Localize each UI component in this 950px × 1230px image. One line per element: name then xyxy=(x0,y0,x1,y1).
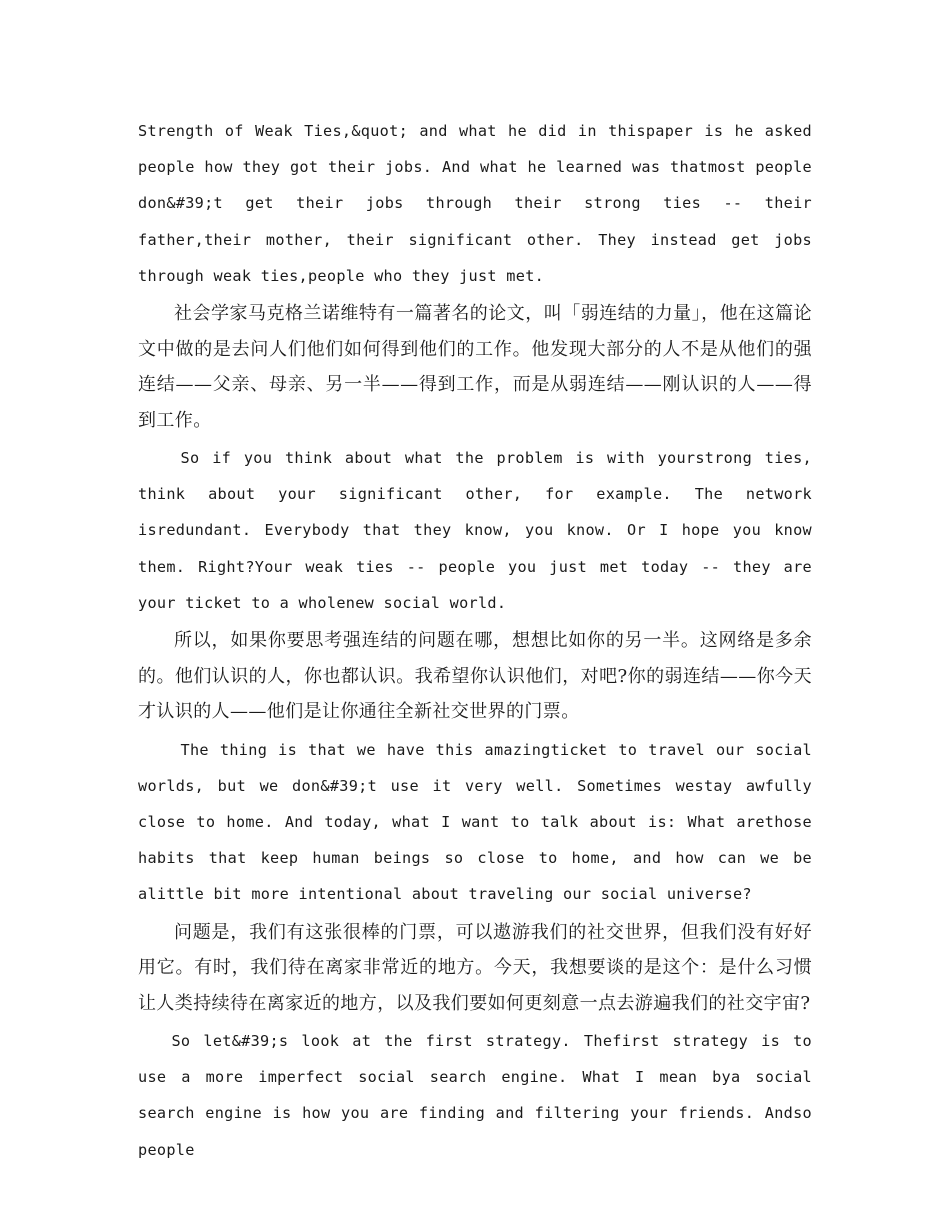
document-page xyxy=(138,113,812,1168)
paragraph-en-2: So if you think about what the problem is with yourstrong ties, think about your significant other, for example. The network isredundant. Everybody that they know, you know. Or I hope you know them. Right?Your weak ties -- people you just met today -- they are your ticket to a wholenew social world. xyxy=(138,449,812,612)
paragraph-zh-1: 社会学家马克格兰诺维特有一篇著名的论文，叫「弱连结的力量」，他在这篇论文中做的是去问人们他们如何得到他们的工作。他发现大部分的人不是从他们的强连结——父亲、母亲、另一半——得到工作，而是从弱连结——刚认识的人——得到工作。 xyxy=(138,303,812,431)
paragraph-zh-2: 所以，如果你要思考强连结的问题在哪，想想比如你的另一半。这网络是多余的。他们认识的人，你也都认识。我希望你认识他们，对吧?你的弱连结——你今天才认识的人——他们是让你通往全新社交世界的门票。 xyxy=(138,630,812,723)
paragraph-en-1: Strength of Weak Ties,&quot; and what he did in thispaper is he asked people how they got their jobs. And what he learned was thatmost people don&#39;t get their jobs through their strong ties -- their father,their mother, their significant other. They instead get jobs through weak ties,people who they just met. xyxy=(138,122,812,285)
paragraph-en-4: So let&#39;s look at the first strategy. Thefirst strategy is to use a more imperfect social search engine. What I mean bya social search engine is how you are finding and filtering your friends. Andso people xyxy=(138,1032,812,1159)
paragraph-en-3: The thing is that we have this amazingticket to travel our social worlds, but we don&#39;t use it very well. Sometimes westay awfully close to home. And today, what I want to talk about is: What arethose habits that keep human beings so close to home, and how can we be alittle bit more intentional about traveling our social universe? xyxy=(138,740,812,904)
paragraph-zh-3: 问题是，我们有这张很棒的门票，可以遨游我们的社交世界，但我们没有好好用它。有时，我们待在离家非常近的地方。今天，我想要谈的是这个：是什么习惯让人类持续待在离家近的地方，以及我们要如何更刻意一点去游遍我们的社交宇宙? xyxy=(138,921,812,1014)
